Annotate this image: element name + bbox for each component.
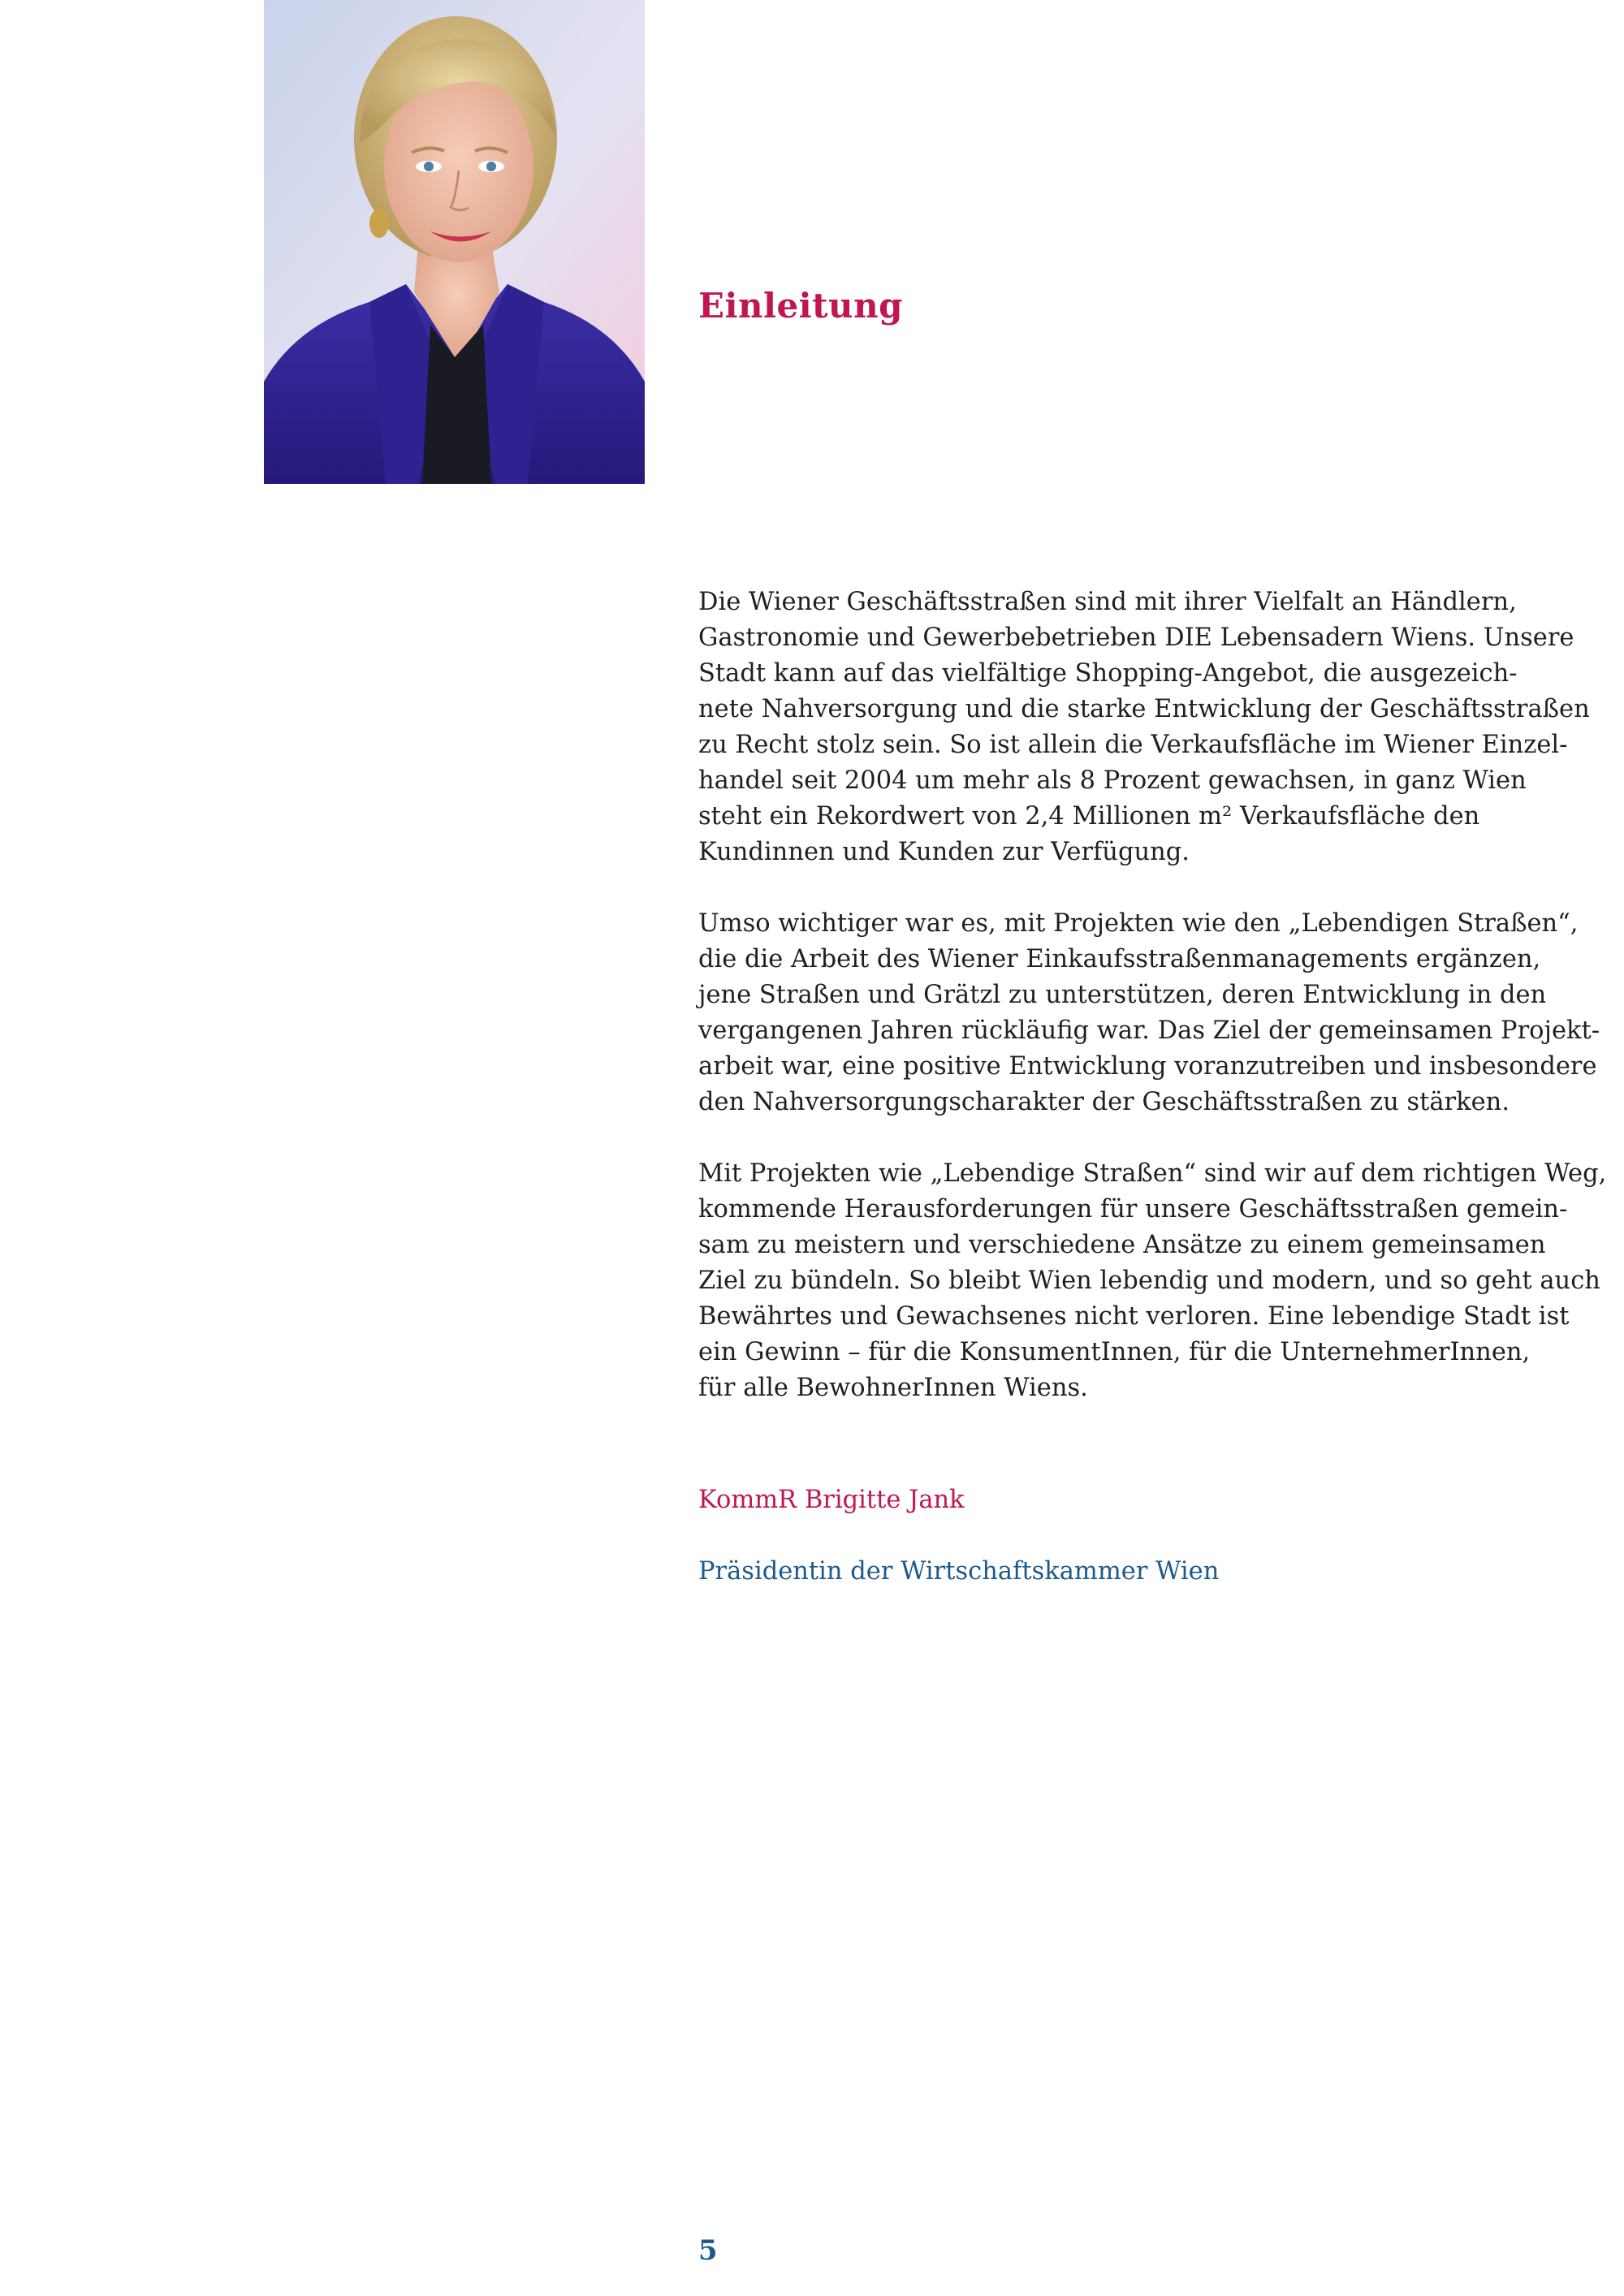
text-line: Umso wichtiger war es, mit Projekten wie den „Lebendigen Straßen“, (698, 909, 1579, 938)
text-line: Die Wiener Geschäftsstraßen sind mit ihrer Vielfalt an Händlern, (698, 588, 1517, 616)
text-line: Stadt kann auf das vielfältige Shopping-Angebot, die ausgezeich- (698, 659, 1518, 688)
text-line: steht ein Rekordwert von 2,4 Millionen m² Verkaufsfläche den (698, 802, 1480, 831)
text-line: vergangenen Jahren rückläufig war. Das Ziel der gemeinsamen Projekt- (698, 1016, 1600, 1045)
text-line: jene Straßen und Grätzl zu unterstützen, deren Entwicklung in den (698, 981, 1547, 1009)
text-line: Ziel zu bündeln. So bleibt Wien lebendig und modern, und so geht auch (698, 1267, 1600, 1295)
body-text (698, 585, 1607, 1442)
text-line: Gastronomie und Gewerbebetrieben DIE Lebensadern Wiens. Unsere (698, 624, 1574, 652)
page-number: 5 (698, 2234, 718, 2267)
page-title: Einleitung (698, 286, 903, 326)
text-line: Bewährtes und Gewachsenes nicht verloren. Eine lebendige Stadt ist (698, 1302, 1570, 1331)
text-line: Mit Projekten wie „Lebendige Straßen“ sind wir auf dem richtigen Weg, (698, 1159, 1607, 1188)
text-line: die die Arbeit des Wiener Einkaufsstraßenmanagements ergänzen, (698, 945, 1541, 973)
text-line: handel seit 2004 um mehr als 8 Prozent gewachsen, in ganz Wien (698, 766, 1527, 795)
paragraph-3 (698, 1156, 1607, 1406)
paragraph-2 (698, 906, 1600, 1120)
author-role: Präsidentin der Wirtschaftskammer Wien (698, 1557, 1220, 1586)
text-line: ein Gewinn – für die KonsumentInnen, für die UnternehmerInnen, (698, 1338, 1531, 1366)
text-line: für alle BewohnerInnen Wiens. (698, 1374, 1088, 1402)
text-line: kommende Herausforderungen für unsere Geschäftsstraßen gemein- (698, 1195, 1568, 1224)
text-line: Kundinnen und Kunden zur Verfügung. (698, 838, 1190, 866)
author-name: KommR Brigitte Jank (698, 1486, 965, 1514)
text-line: arbeit war, eine positive Entwicklung voranzutreiben und insbesondere (698, 1052, 1597, 1081)
text-line: nete Nahversorgung und die starke Entwicklung der Geschäftsstraßen (698, 695, 1590, 723)
text-line: sam zu meistern und verschiedene Ansätze zu einem gemeinsamen (698, 1231, 1546, 1259)
text-line: den Nahversorgungscharakter der Geschäftsstraßen zu stärken. (698, 1088, 1510, 1116)
text-line: zu Recht stolz sein. So ist allein die Verkaufsfläche im Wiener Einzel- (698, 731, 1568, 759)
portrait-illustration (264, 0, 645, 484)
portrait-photo (264, 0, 645, 484)
paragraph-1 (698, 585, 1592, 870)
